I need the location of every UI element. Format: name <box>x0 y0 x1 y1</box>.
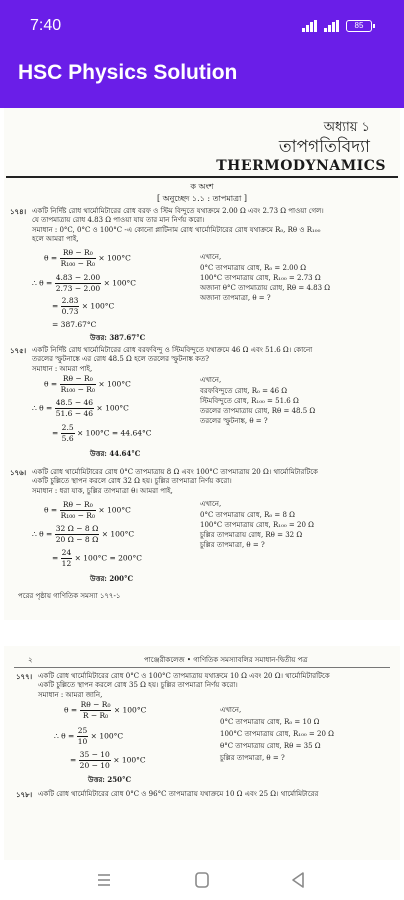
formula-line: θ = $\frac{\text{Rθ − R₀}}{\text{R₁₀₀ − R₀}}$ × 100°C <box>44 500 131 520</box>
formula-numerator: Rθ − R₀ <box>60 374 96 385</box>
given-heading: এখানে, <box>220 706 242 714</box>
answer: উত্তর: 200°C <box>90 574 134 583</box>
solution-intro: সমাধান : আমরা পাই, <box>32 365 93 373</box>
given-item: 0°C তাপমাত্রায় রোধ, R₀ = 10 Ω <box>220 718 320 726</box>
question-text: যে তাপমাত্রায় রোধ 4.83 Ω পাওয়া যায় তার মান নির্ণয় করো। <box>32 216 205 224</box>
formula-result: × 100°C = 44.64°C <box>77 428 152 438</box>
signal-icon-2 <box>324 20 340 32</box>
answer: উত্তর: 44.64°C <box>90 449 141 458</box>
app-title: HSC Physics Solution <box>18 61 238 84</box>
answer: উত্তর: 387.67°C <box>90 333 146 342</box>
header-rule <box>14 667 390 668</box>
given-item: 100°C তাপমাত্রায় রোধ, R₁₀₀ = 2.73 Ω <box>200 274 321 282</box>
running-header: পাঞ্জেরীকলেজ • গাণিতিক সমস্যাবলির সমাধান-দ্বিতীয় পত্র <box>144 656 308 664</box>
page-number: ২ <box>28 656 33 664</box>
back-icon <box>286 868 310 892</box>
status-bar <box>0 0 404 52</box>
back-button[interactable] <box>286 868 310 892</box>
system-nav-bar <box>0 860 404 900</box>
book-page-2 <box>4 646 400 860</box>
app-bar <box>0 52 404 108</box>
recents-button[interactable] <box>92 868 116 892</box>
formula-numerator: Rθ − R₀ <box>60 248 96 259</box>
home-button[interactable] <box>190 868 214 892</box>
given-item: স্টিমবিন্দুতে রোধ, R₁₀₀ = 51.6 Ω <box>200 397 299 405</box>
formula-numerator: 25 <box>77 726 88 735</box>
chapter-title-en: THERMODYNAMICS <box>216 158 386 174</box>
signal-icon <box>302 20 318 32</box>
answer: উত্তর: 250°C <box>88 775 132 784</box>
given-item: অজানা তাপমাত্রা, θ = ? <box>200 294 271 302</box>
formula-denominator: R₁₀₀ − R₀ <box>60 259 95 268</box>
solution-intro: হলে আমরা পাই, <box>32 235 79 243</box>
question-number: ১৭৪। <box>10 207 27 216</box>
chapter-number: অধ্যায় ১ <box>323 120 370 135</box>
given-item: চুল্লির তাপমাত্রা, θ = ? <box>220 754 285 762</box>
formula-numerator: 4.83 − 2.00 <box>55 273 101 282</box>
formula-line: ∴ θ = $\frac{48.5 - 46}{51.6 - 46}$ × 100°C <box>32 398 129 418</box>
question-number: ১৭৮। <box>16 790 33 799</box>
formula-denominator: 2.73 − 2.00 <box>55 284 101 293</box>
given-heading: এখানে, <box>200 376 222 384</box>
chapter-title-bn: তাপগতিবিদ্যা <box>278 137 370 157</box>
formula-line: θ = $\frac{\text{Rθ − R₀}}{\text{R − R₀}}$ × 100°C <box>64 700 147 720</box>
formula-line: = $\frac{35 - 10}{20 - 10}$ × 100°C <box>70 750 146 770</box>
solution-intro: সমাধান : ধরা যাক, চুল্লির তাপমাত্রা θ। আমরা পাই, <box>32 487 173 495</box>
status-time: 7:40 <box>30 17 62 34</box>
formula-line: ∴ θ = $\frac{32 \Omega - 8 \Omega}{20 \Omega - 8 \Omega}$ × 100°C <box>32 524 135 544</box>
formula-denominator: 51.6 − 46 <box>55 409 94 418</box>
formula-denominator: 20 − 10 <box>79 761 110 770</box>
formula-denominator: 5.6 <box>61 434 74 443</box>
given-item: চুল্লির তাপমাত্রা, θ = ? <box>200 541 265 549</box>
formula-result: = 387.67°C <box>52 320 97 329</box>
formula-result: × 100°C = 200°C <box>74 553 142 563</box>
question-text: তরলের স্ফুটনাঙ্কে এর রোধ 48.5 Ω হলে তরলের স্ফুটনাঙ্ক কত? <box>32 355 210 363</box>
formula-numerator: Rθ − R₀ <box>80 700 111 709</box>
formula-numerator: Rθ − R₀ <box>60 500 96 511</box>
page-footer: পরের পৃষ্ঠায় গাণিতিক সমস্যা ১৭৭-১ <box>18 592 121 600</box>
formula-line: = $\frac{24}{12}$ × 100°C = 200°C <box>52 548 142 568</box>
section-heading: [ অনুচ্ছেদ ১.১ : তাপমাত্রা ] <box>157 194 247 203</box>
question-text: একটি রোধ থার্মোমিটারের রোধ 0°C ও 100°C তাপমাত্রায় যথাক্রমে 10 Ω এবং 20 Ω। থার্মোমিটারটিকে <box>38 672 330 680</box>
chapter-rule <box>6 176 398 178</box>
formula-line: = $\frac{2.5}{5.6}$ × 100°C = 44.64°C <box>52 423 152 443</box>
given-item: 100°C তাপমাত্রায় রোধ, R₁₀₀ = 20 Ω <box>200 521 314 529</box>
formula-numerator: 35 − 10 <box>79 750 110 759</box>
given-item: তরলের তাপমাত্রায় রোধ, Rθ = 48.5 Ω <box>200 407 316 415</box>
formula-line: θ = $\frac{\text{Rθ − R₀}}{\text{R₁₀₀ − R₀}}$ × 100°C <box>44 374 131 394</box>
given-item: বরফবিন্দুতে রোধ, R₀ = 46 Ω <box>200 387 288 395</box>
formula-line: = $\frac{2.83}{0.73}$ × 100°C <box>52 296 115 316</box>
given-heading: এখানে, <box>200 500 222 508</box>
formula-denominator: 12 <box>61 559 72 568</box>
question-text: একটি নির্দিষ্ট রোধ থার্মোমিটারের রোধ বরফবিন্দু ও স্টিমবিন্দুতে যথাক্রমে 46 Ω এবং 51.6 Ω। কোনো <box>32 346 313 354</box>
question-number: ১৭৫। <box>10 346 27 355</box>
question-text: একটি চুল্লিতে স্থাপন করলে রোধ 32 Ω হয়। চুল্লির তাপমাত্রা নির্ণয় করো। <box>32 477 232 485</box>
formula-denominator: 0.73 <box>61 307 79 316</box>
question-number: ১৭৬। <box>10 468 27 477</box>
question-text: একটি নির্দিষ্ট রোধ থার্মোমিটারের রোধ বরফ ও স্টিম বিন্দুতে যথাক্রমে 2.00 Ω এবং 2.73 Ω পাওয়া গেল। <box>32 207 324 215</box>
formula-denominator: 20 Ω − 8 Ω <box>55 535 99 544</box>
formula-denominator: R₁₀₀ − R₀ <box>60 385 95 394</box>
given-heading: এখানে, <box>200 253 222 261</box>
home-icon <box>190 868 214 892</box>
formula-line: θ = $\frac{\text{Rθ − R₀}}{\text{R₁₀₀ − R₀}}$ × 100°C <box>44 248 131 268</box>
formula-denominator: R₁₀₀ − R₀ <box>60 511 95 520</box>
formula-denominator: 10 <box>77 737 88 746</box>
battery-icon <box>346 20 372 32</box>
solution-intro: সমাধান : 0°C, 0°C ও 100°C -এ কোনো প্লাটিনাম রোধ থার্মোমিটারের রোধ যথাক্রমে R₀, Rθ ও R₁₀₀ <box>32 226 321 234</box>
given-item: 0°C তাপমাত্রায় রোধ, R₀ = 8 Ω <box>200 511 295 519</box>
formula-numerator: 2.5 <box>61 423 74 432</box>
question-text: একটি চুল্লিতে স্থাপন করলে রোধ 35 Ω হয়। চুল্লির তাপমাত্রা নির্ণয় করো। <box>38 681 238 689</box>
recents-icon <box>92 868 116 892</box>
solution-intro: সমাধান : আমরা জানি, <box>38 691 103 699</box>
formula-numerator: 24 <box>61 548 72 557</box>
question-text: একটি রোধ থার্মোমিটারের রোধ 0°C ও 96°C তাপমাত্রায় যথাক্রমে 10 Ω এবং 25 Ω। থার্মোমিটারের <box>38 790 319 798</box>
formula-denominator: R − R₀ <box>82 711 109 720</box>
question-number: ১৭৭। <box>16 672 33 681</box>
given-item: θ°C তাপমাত্রায় রোধ, Rθ = 35 Ω <box>220 742 321 750</box>
battery-level: 85 <box>354 21 364 30</box>
part-heading: ক অংশ <box>190 182 214 191</box>
given-item: তরলের স্ফুটনাঙ্ক, θ = ? <box>200 417 268 425</box>
page-viewer[interactable] <box>0 108 404 860</box>
formula-multiplier: × 100°C <box>98 253 131 263</box>
given-item: চুল্লির তাপমাত্রায় রোধ, Rθ = 32 Ω <box>200 531 303 539</box>
formula-numerator: 32 Ω − 8 Ω <box>55 524 99 533</box>
question-text: একটি রোধ থার্মোমিটারের রোধ 0°C তাপমাত্রায় 8 Ω এবং 100°C তাপমাত্রায় 20 Ω। থার্মোমিটারটিকে <box>32 468 318 476</box>
given-item: অজানা θ°C তাপমাত্রায় রোধ, Rθ = 4.83 Ω <box>200 284 331 292</box>
book-page-1 <box>4 108 400 620</box>
formula-numerator: 2.83 <box>61 296 79 305</box>
given-item: 0°C তাপমাত্রায় রোধ, R₀ = 2.00 Ω <box>200 264 307 272</box>
given-item: 100°C তাপমাত্রায় রোধ, R₁₀₀ = 20 Ω <box>220 730 334 738</box>
formula-line: ∴ θ = $\frac{25}{10}$ × 100°C <box>54 726 124 746</box>
formula-numerator: 48.5 − 46 <box>55 398 94 407</box>
formula-line: ∴ θ = $\frac{4.83 - 2.00}{2.73 - 2.00}$ × 100°C <box>32 273 137 293</box>
